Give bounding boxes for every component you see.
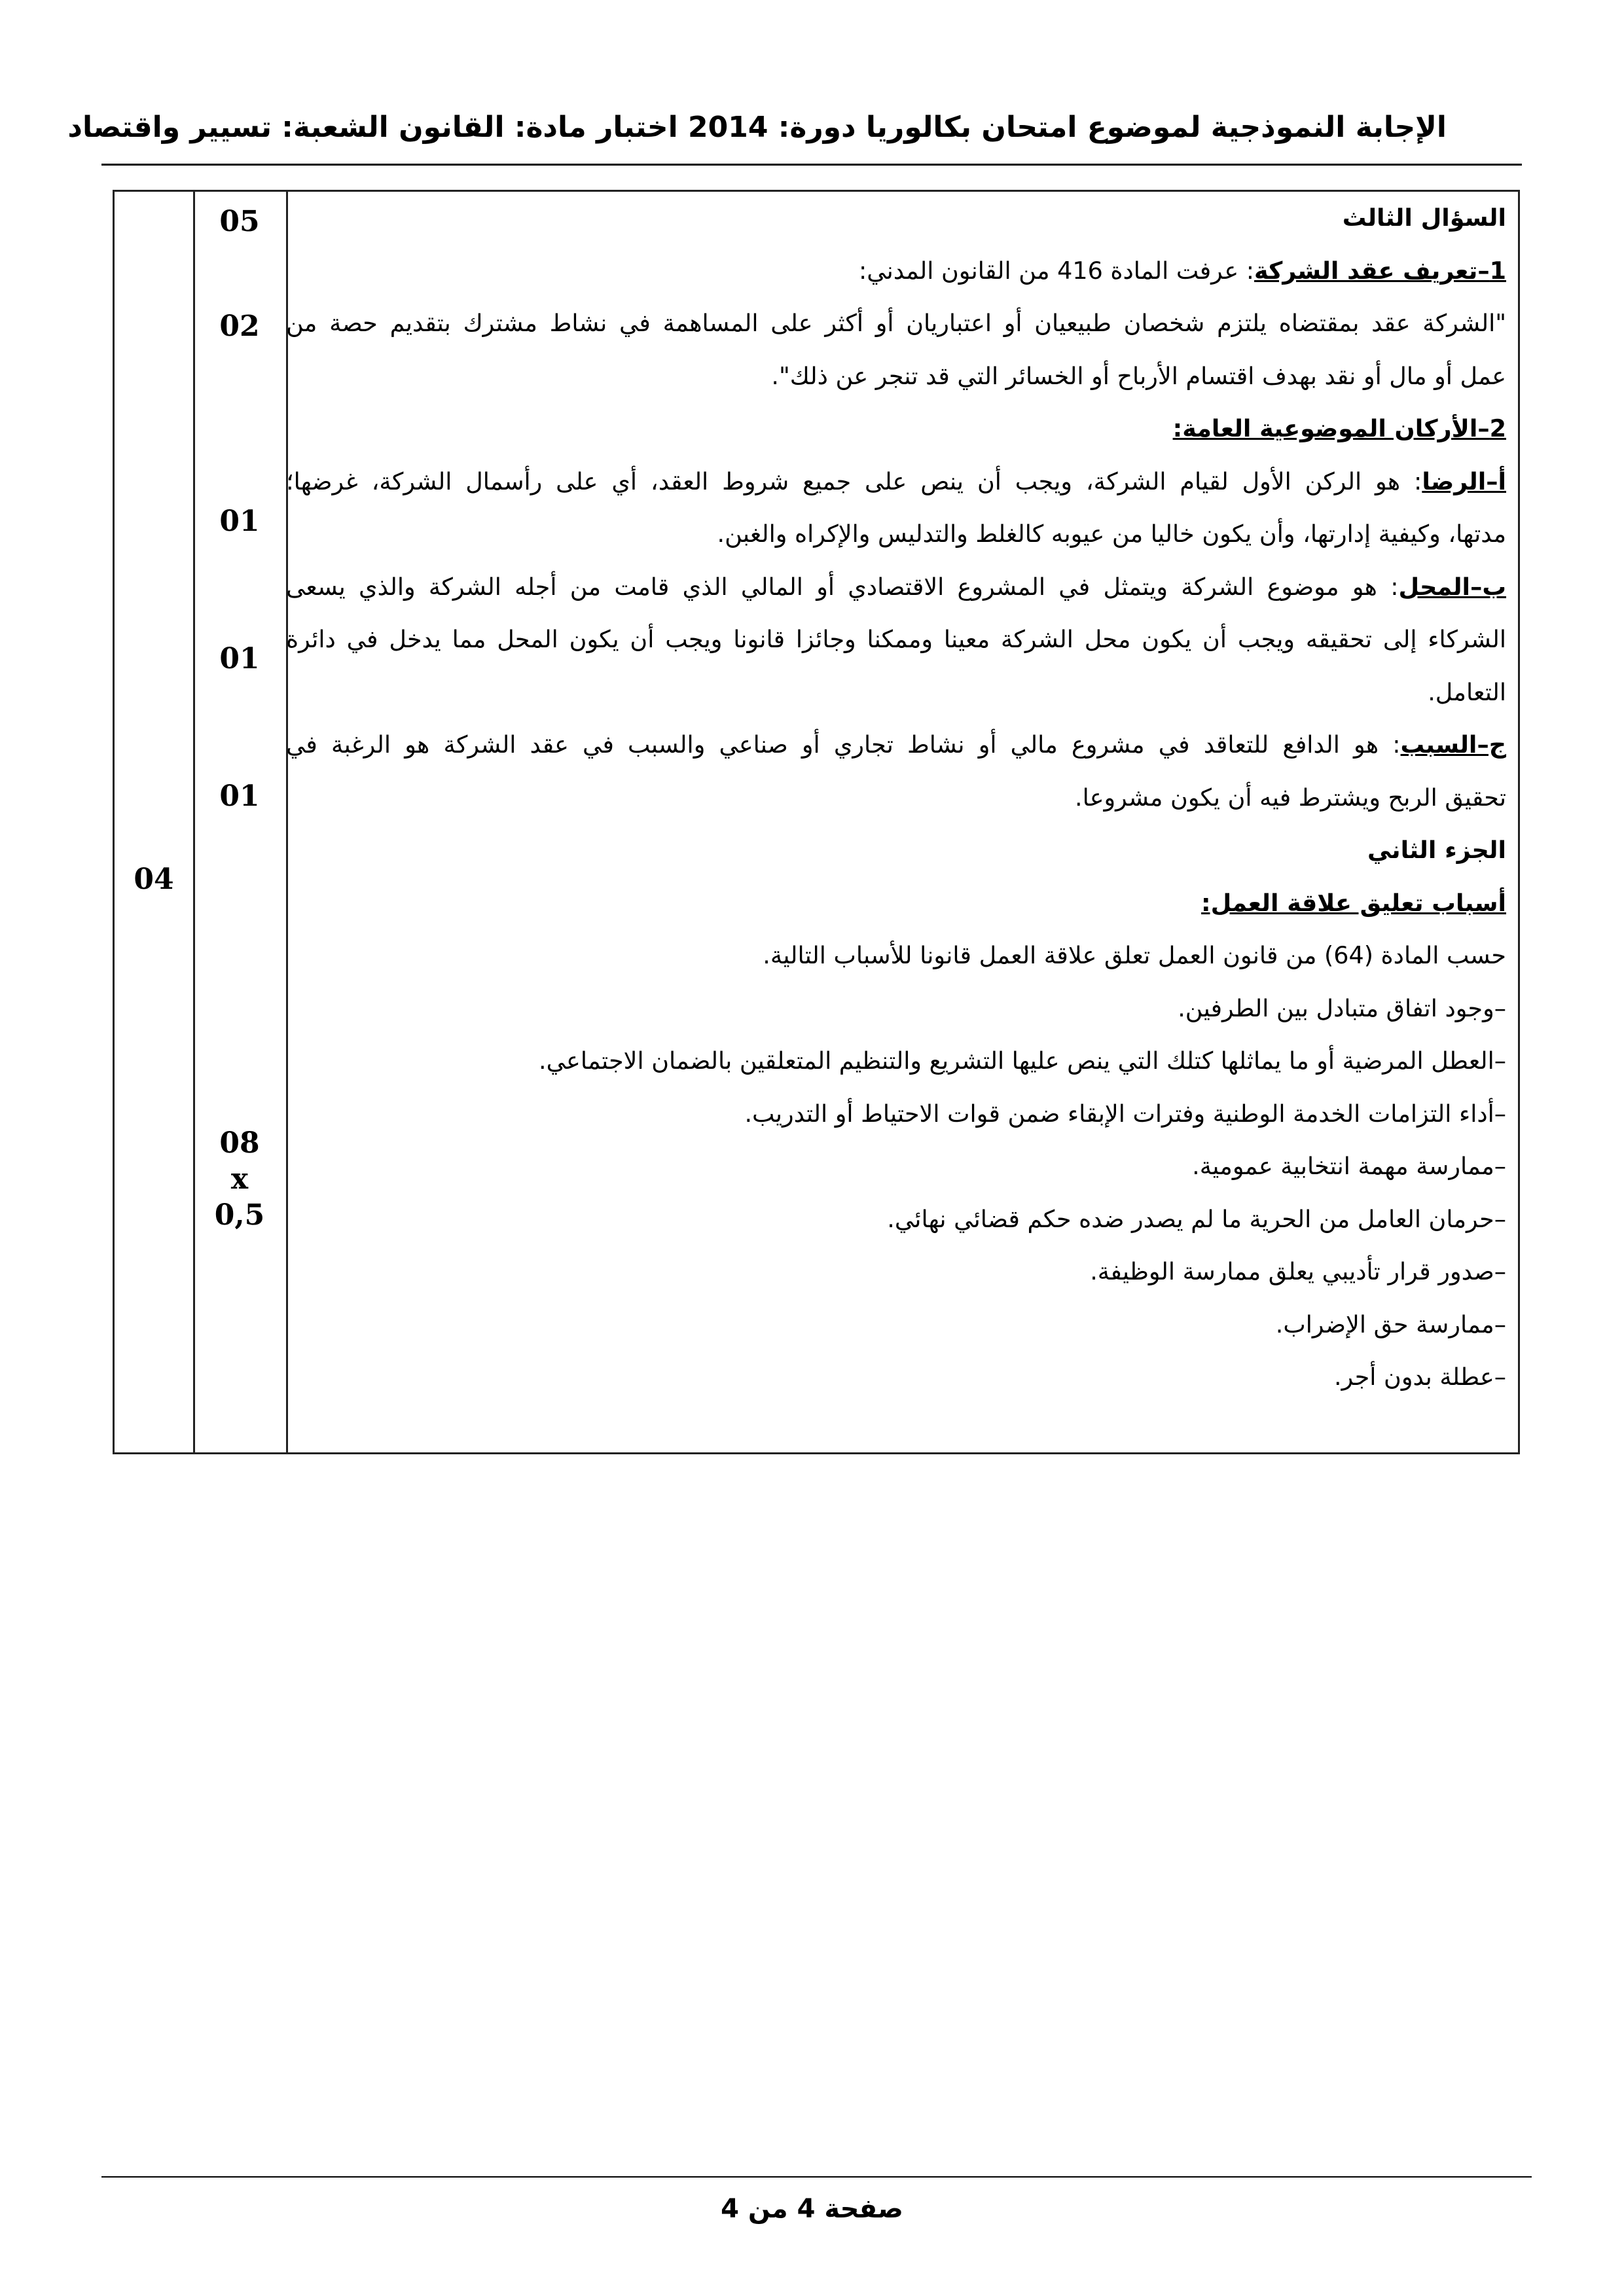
definition-intro: : عرفت المادة 416 من القانون المدني: [858, 256, 1255, 285]
consent-label: أ–الرضا [1422, 467, 1506, 495]
suspension-item: –صدور قرار تأديبي يعلق ممارسة الوظيفة. [1090, 1257, 1506, 1285]
suspension-title: أسباب تعليق علاقة العمل: [1201, 888, 1506, 917]
header-divider [101, 164, 1522, 166]
suspension-item: –أداء التزامات الخدمة الوطنية وفترات الإبقاء ضمن قوات الاحتياط أو التدريب. [744, 1099, 1506, 1128]
cause-text-2: تحقيق الربح ويشترط فيه أن يكون مشروعا. [1075, 783, 1506, 812]
page-header-title: الإجابة النموذجية لموضوع امتحان بكالوريا دورة: 2014 اختبار مادة: القانون الشعبة: تسيير واقتصاد [67, 111, 1447, 144]
q3-title: السؤال الثالث [1342, 204, 1506, 232]
score-suspension-times: x [230, 1162, 249, 1196]
object-label: ب–المحل [1398, 572, 1506, 601]
suspension-item: –وجود اتفاق متبادل بين الطرفين. [1178, 994, 1506, 1022]
suspension-item: –العطل المرضية أو ما يماثلها كتلك التي ينص عليها التشريع والتنظيم المتعلقين بالضمان الاجتماعي. [539, 1047, 1506, 1075]
object-line-1 [286, 561, 1506, 614]
cause-text-1: : هو الدافع للتعاقد في مشروع مالي أو نشاط تجاري أو صناعي والسبب في عقد الشركة هو الرغبة في [286, 730, 1401, 759]
suspension-item: –حرمان العامل من الحرية ما لم يصدر ضده حكم قضائي نهائي. [887, 1204, 1506, 1233]
answer-content [286, 192, 1506, 1404]
object-text-1: : هو موضوع الشركة ويتمثل في المشروع الاقتصادي أو المالي الذي قامت من أجله الشركة والذي يسعى [286, 572, 1399, 601]
score-definition: 02 [219, 310, 260, 343]
consent-line-1 [286, 456, 1506, 509]
footer-divider [101, 2176, 1532, 2178]
score-suspension-unit: 0,5 [214, 1198, 265, 1232]
cause-line-1 [286, 719, 1506, 772]
answer-table [113, 190, 1520, 1454]
object-text-2: الشركاء إلى تحقيقه ويجب أن يكون محل الشركة معينا وممكنا وجائزا قانونا ويجب أن يكون المحل مما يدخل في دائرة [286, 625, 1506, 653]
definition-line [286, 245, 1506, 298]
score-object: 01 [219, 642, 260, 675]
suspension-item: –ممارسة مهمة انتخابية عمومية. [1192, 1152, 1506, 1180]
suspension-intro: حسب المادة (64) من قانون العمل تعلق علاقة العمل قانونا للأسباب التالية. [763, 941, 1506, 969]
page-number: صفحة 4 من 4 [721, 2194, 903, 2224]
definition-number: 1 [1489, 256, 1506, 285]
definition-label: –تعريف عقد الشركة [1254, 256, 1490, 285]
score-q3: 05 [219, 205, 260, 238]
score-suspension-count: 08 [219, 1126, 260, 1160]
definition-text-1: "الشركة عقد بمقتضاه يلتزم شخصان طبيعيان أو اعتباريان أو أكثر على المساهمة في نشاط مشترك بتقديم حصة من [286, 309, 1506, 337]
suspension-item: –ممارسة حق الإضراب. [1275, 1310, 1506, 1338]
score-total: 04 [134, 863, 174, 896]
suspension-item: –عطلة بدون أجر. [1333, 1363, 1506, 1391]
score-consent: 01 [219, 505, 260, 538]
object-text-3: التعامل. [1428, 677, 1506, 706]
total-column-divider [193, 192, 195, 1452]
consent-text-1: : هو الركن الأول لقيام الشركة، ويجب أن ينص على جميع شروط العقد، أي على رأسمال الشركة، غرضها؛ [286, 467, 1422, 495]
pillars-title: 2–الأركان الموضوعية العامة: [1172, 414, 1506, 442]
consent-text-2: مدتها، وكيفية إدارتها، وأن يكون خاليا من عيوبه كالغلط والتدليس والإكراه والغبن. [717, 520, 1506, 548]
cause-label: ج–السبب [1400, 730, 1506, 759]
definition-text-2: عمل أو مال أو نقد بهدف اقتسام الأرباح أو الخسائر التي قد تنجر عن ذلك". [771, 361, 1506, 390]
score-cause: 01 [219, 780, 260, 813]
part2-title: الجزء الثاني [1367, 836, 1506, 864]
